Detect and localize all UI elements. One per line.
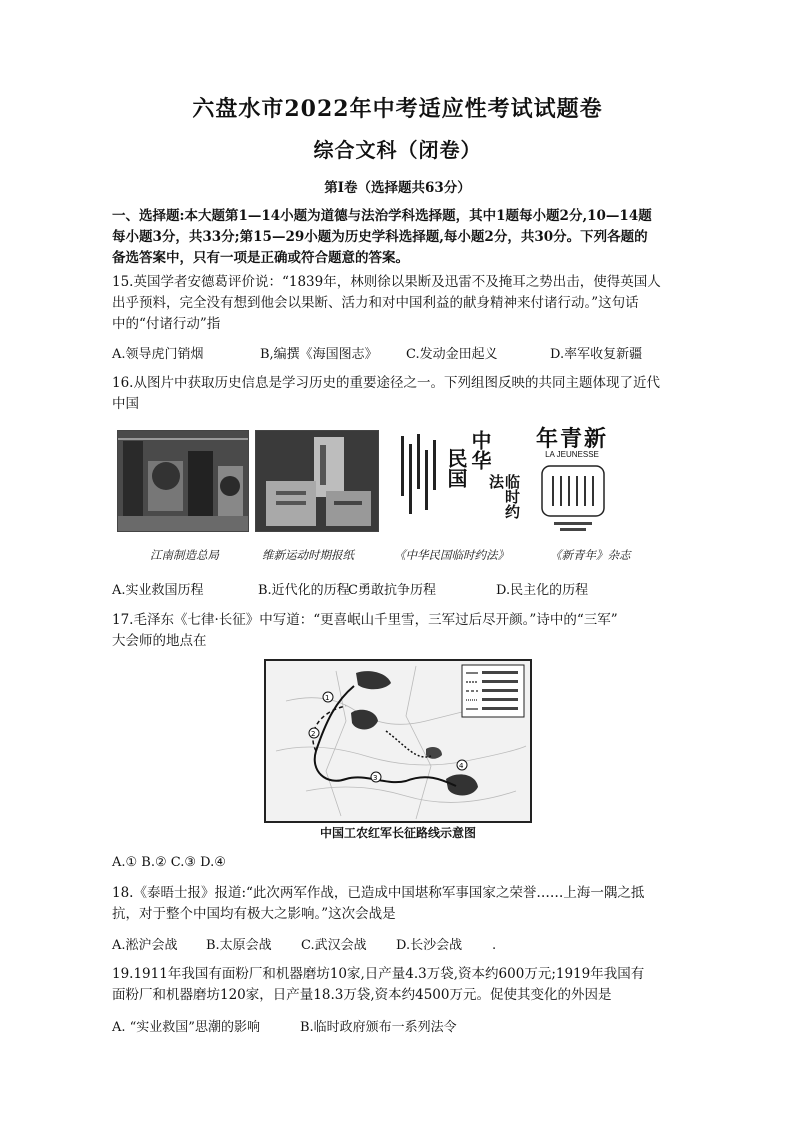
- question-17-stem: [112, 610, 692, 652]
- option-a: A. “实业救国”思潮的影响: [112, 1020, 260, 1035]
- option-c: C.武汉会战: [301, 938, 367, 953]
- svg-text:4: 4: [459, 762, 464, 770]
- option-b: B,编撰《海国图志》: [260, 347, 378, 362]
- option-a: A.领导虎门销烟: [112, 347, 204, 362]
- constitution-title-a: 中华: [468, 430, 492, 470]
- svg-text:2: 2: [311, 730, 316, 738]
- jiangnan-arsenal-photo: [117, 430, 249, 532]
- instructions: [112, 206, 692, 269]
- svg-text:3: 3: [373, 774, 378, 782]
- option-b: B.太原会战: [206, 938, 272, 953]
- option-d: D.率军收复新疆: [550, 347, 643, 362]
- option-a: A.淞沪会战: [112, 938, 178, 953]
- constitution-title-b: 民国: [444, 448, 468, 488]
- instructions-line: 备选答案中，只有一项是正确或符合题意的答案。: [112, 250, 409, 266]
- question-18-stem: [112, 883, 692, 925]
- option-b: B.临时政府颁布一系列法令: [300, 1020, 457, 1035]
- provisional-constitution-image: [395, 430, 520, 530]
- option-c: C.发动金田起义: [406, 347, 498, 362]
- question-line: 出乎预料，完全没有想到他会以果断、活力和对中国利益的献身精神来付诸行动。”这句话: [112, 295, 639, 311]
- map-caption: 中国工农红军长征路线示意图: [319, 826, 476, 840]
- part-heading: 第Ⅰ卷（选择题共63分）: [324, 180, 471, 196]
- question-17-options: A.① B.② C.③ D.④: [112, 855, 226, 870]
- question-line: 16.从图片中获取历史信息是学习历史的重要途径之一。下列组图反映的共同主题体现了近代: [112, 375, 660, 391]
- option-d: D.民主化的历程: [496, 583, 589, 598]
- exam-title: 六盘水市2022年中考适应性考试试题卷: [192, 96, 603, 122]
- question-15-stem: [112, 272, 692, 335]
- new-youth-magazine-image: [530, 422, 614, 534]
- question-15-options: [112, 343, 712, 362]
- question-19-options: [112, 1016, 712, 1035]
- option-d: D.长沙会战: [396, 938, 463, 953]
- question-16-options: [112, 579, 712, 598]
- question-line: 抗，对于整个中国均有极大之影响。”这次会战是: [112, 906, 396, 922]
- magazine-subtitle: LA JEUNESSE: [545, 450, 599, 459]
- question-line: 中国: [112, 396, 139, 412]
- exam-subtitle: 综合文科（闭卷）: [313, 138, 482, 162]
- question-18-options: [112, 934, 712, 953]
- caption-3: 《中华民国临时约法》: [394, 548, 509, 562]
- svg-text:1: 1: [325, 694, 330, 702]
- long-march-map: [264, 659, 532, 823]
- magazine-title: 新青年: [535, 426, 608, 452]
- question-line: 大会师的地点在: [112, 633, 207, 649]
- option-c: C勇敢抗争历程: [348, 583, 436, 598]
- question-line: 面粉厂和机器磨坊120家，日产量18.3万袋,资本约4500万元。促使其变化的外因是: [112, 987, 612, 1003]
- instructions-line: 一、选择题:本大题第1—14小题为道德与法治学科选择题，其中1题每小题2分,10—14题: [112, 208, 652, 224]
- question-line: 18.《泰晤士报》报道:“此次两军作战，已造成中国堪称军事国家之荣誉……上海一隅之抵: [112, 885, 645, 901]
- constitution-title-c: 临时约法: [487, 474, 521, 519]
- reform-newspaper-photo: [255, 430, 379, 532]
- question-line: 19.1911年我国有面粉厂和机器磨坊10家,日产量4.3万袋,资本约600万元;1919年我国有: [112, 966, 645, 982]
- caption-4: 《新青年》杂志: [550, 548, 631, 562]
- question-line: 中的“付诸行动”指: [112, 316, 221, 332]
- instructions-line: 每小题3分，共33分;第15—29小题为历史学科选择题,每小题2分，共30分。下列各题的: [112, 229, 648, 245]
- caption-1: 江南制造总局: [150, 548, 219, 562]
- question-line: 17.毛泽东《七律·长征》中写道：“更喜岷山千里雪，三军过后尽开颜。”诗中的“三军”: [112, 612, 618, 628]
- question-19-stem: [112, 964, 692, 1006]
- option-a: A.实业救国历程: [112, 583, 204, 598]
- question-line: 15.英国学者安德葛评价说：“1839年，林则徐以果断及迅雷不及掩耳之势出击，使得英国人: [112, 274, 661, 290]
- option-b: B.近代化的历程: [258, 583, 350, 598]
- caption-2: 维新运动时期报纸: [262, 548, 354, 562]
- question-16-stem: [112, 373, 692, 415]
- option-tail: .: [492, 938, 497, 953]
